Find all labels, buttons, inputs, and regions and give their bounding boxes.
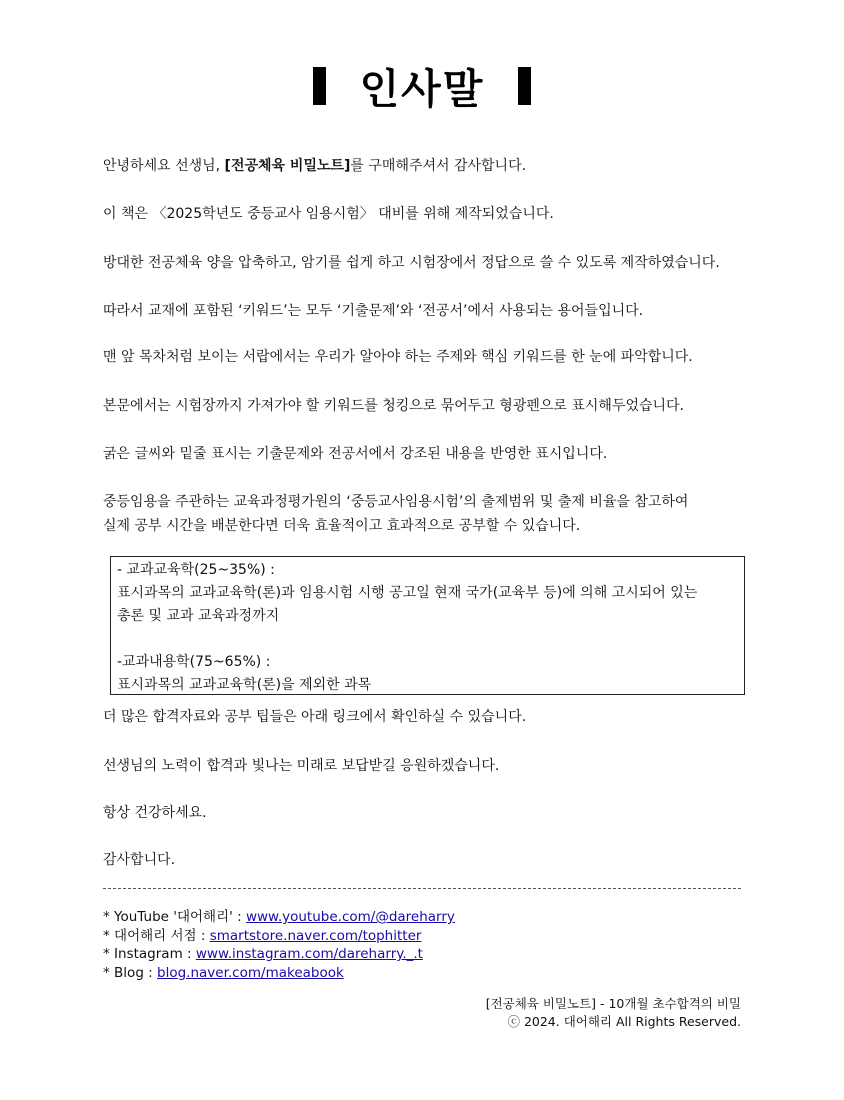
link-list — [103, 908, 455, 982]
link-label-store: * 대어해리 서점 : — [103, 927, 210, 944]
paragraph-purpose: 이 책은 〈2025학년도 중등교사 임용시험〉 대비를 위해 제작되었습니다. — [103, 206, 554, 222]
box-spacer — [117, 628, 738, 651]
paragraph-bold: 굵은 글씨와 밑줄 표시는 기출문제와 전공서에서 강조된 내용을 반영한 표시입니다. — [103, 446, 608, 462]
instagram-link[interactable]: www.instagram.com/dareharry._.t — [195, 946, 423, 962]
greeting-prefix: 안녕하세요 선생님, — [103, 158, 225, 174]
book-name: [전공체육 비밀노트] — [224, 158, 351, 174]
greeting-paragraph — [103, 156, 526, 177]
box-line-pedagogy-title: - 교과교육학(25~35%) : — [117, 562, 275, 578]
dashed-divider — [103, 888, 741, 889]
footer-tagline: [전공체육 비밀노트] - 10개월 초수합격의 비밀 — [485, 996, 741, 1011]
page-title: 인사말 — [359, 65, 485, 113]
exam-scope-box — [110, 556, 745, 695]
link-row-blog — [103, 964, 455, 983]
paragraph-compression: 방대한 전공체육 양을 압축하고, 암기를 쉽게 하고 시험장에서 정답으로 쓸 수 있도록 제작하였습니다. — [103, 255, 720, 271]
link-row-youtube — [103, 908, 455, 927]
paragraph-keywords: 따라서 교재에 포함된 ‘키워드’는 모두 ‘기출문제’와 ‘전공서’에서 사용되는 용어들입니다. — [103, 303, 644, 319]
paragraph-scope-1: 중등임용을 주관하는 교육과정평가원의 ‘중등교사임용시험’의 출제범위 및 출제 비율을 참고하여 — [103, 494, 689, 510]
blog-link[interactable]: blog.naver.com/makeabook — [157, 964, 344, 981]
link-label-blog: * Blog : — [103, 964, 158, 981]
footer — [486, 995, 741, 1031]
box-line-content-title: -교과내용학(75~65%) : — [117, 654, 271, 670]
link-row-instagram — [103, 945, 455, 964]
link-label-instagram: * Instagram : — [103, 946, 196, 962]
paragraph-drawer: 맨 앞 목차처럼 보이는 서랍에서는 우리가 알아야 하는 주제와 핵심 키워드를 한 눈에 파악합니다. — [103, 349, 693, 365]
greeting-suffix: 를 구매해주셔서 감사합니다. — [350, 158, 527, 174]
title-left-bar — [313, 67, 326, 105]
footer-copyright: ⓒ 2024. 대어해리 All Rights Reserved. — [507, 1014, 741, 1029]
paragraph-links-intro: 더 많은 합격자료와 공부 팁들은 아래 링크에서 확인하실 수 있습니다. — [103, 709, 527, 725]
paragraph-health: 항상 건강하세요. — [103, 805, 207, 821]
paragraph-body: 본문에서는 시험장까지 가져가야 할 키워드를 청킹으로 묶어두고 형광펜으로 표시해두었습니다. — [103, 398, 685, 414]
page-title-block — [0, 56, 844, 115]
youtube-link[interactable]: www.youtube.com/@dareharry — [245, 909, 455, 925]
link-row-store — [103, 927, 455, 946]
link-label-youtube: * YouTube '대어해리' : — [103, 909, 246, 925]
paragraph-scope-2: 실제 공부 시간을 배분한다면 더욱 효율적이고 효과적으로 공부할 수 있습니다. — [103, 518, 581, 534]
title-right-bar — [518, 67, 531, 105]
paragraph-thanks: 감사합니다. — [103, 852, 176, 868]
box-line-pedagogy-desc-2: 총론 및 교과 교육과정까지 — [117, 608, 280, 624]
store-link[interactable]: smartstore.naver.com/tophitter — [209, 927, 422, 944]
box-line-content-desc: 표시과목의 교과교육학(론)을 제외한 과목 — [117, 677, 372, 693]
paragraph-cheer: 선생님의 노력이 합격과 빛나는 미래로 보답받길 응원하겠습니다. — [103, 758, 500, 774]
box-line-pedagogy-desc-1: 표시과목의 교과교육학(론)과 임용시험 시행 공고일 현재 국가(교육부 등)에 의해 고시되어 있는 — [117, 585, 698, 601]
